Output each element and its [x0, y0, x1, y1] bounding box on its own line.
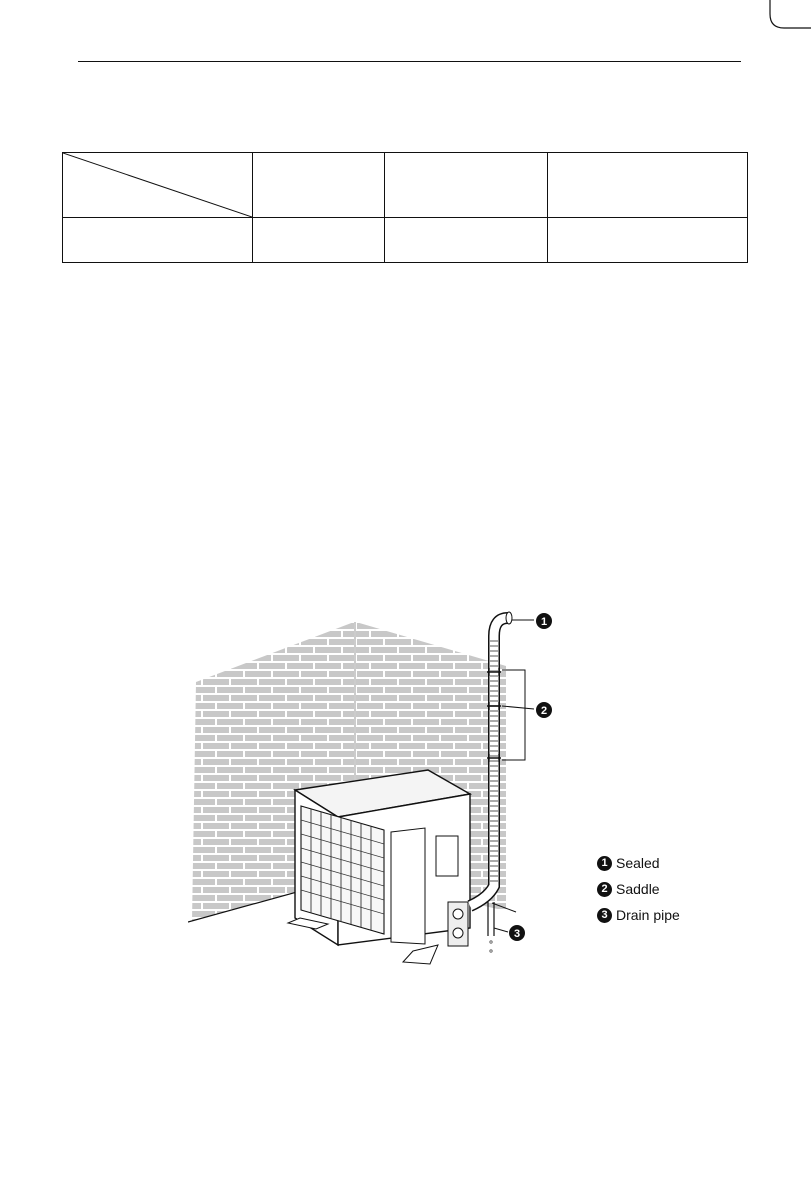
table-corner-cell: [63, 153, 253, 218]
table-header-row: [63, 153, 748, 218]
marker-1: [536, 613, 552, 629]
marker-3: [509, 925, 525, 941]
table-header-cell: [253, 153, 385, 218]
legend-item: [597, 877, 680, 901]
table-cell: [63, 218, 253, 263]
service-valves: [448, 902, 468, 946]
legend-label: Drain pipe: [616, 907, 680, 923]
table-header-cell: [548, 153, 748, 218]
table-header-cell: [385, 153, 548, 218]
marker-2-label: 2: [540, 705, 548, 717]
marker-3-label: 3: [513, 928, 521, 940]
header-rule: [78, 61, 741, 62]
legend-label: Saddle: [616, 881, 660, 897]
legend-number-badge: 1: [597, 856, 612, 871]
table-row: [63, 218, 748, 263]
table-cell: [385, 218, 548, 263]
marker-1-label: 1: [540, 616, 548, 628]
table-cell: [253, 218, 385, 263]
diagonal-divider: [63, 153, 252, 217]
side-panel: [436, 836, 458, 876]
crop-mark: [0, 0, 811, 60]
legend-number-badge: 3: [597, 908, 612, 923]
marker-2: [536, 702, 552, 718]
figure-legend: [597, 851, 680, 929]
unit-foot: [403, 945, 438, 964]
legend-item: [597, 903, 680, 927]
spec-table: [62, 152, 748, 263]
legend-number-badge: 2: [597, 882, 612, 897]
installation-illustration: [188, 606, 568, 986]
legend-label: Sealed: [616, 855, 660, 871]
outdoor-unit: [288, 770, 470, 964]
sealed-pipe-end: [506, 612, 512, 624]
legend-item: [597, 851, 680, 875]
table-cell: [548, 218, 748, 263]
